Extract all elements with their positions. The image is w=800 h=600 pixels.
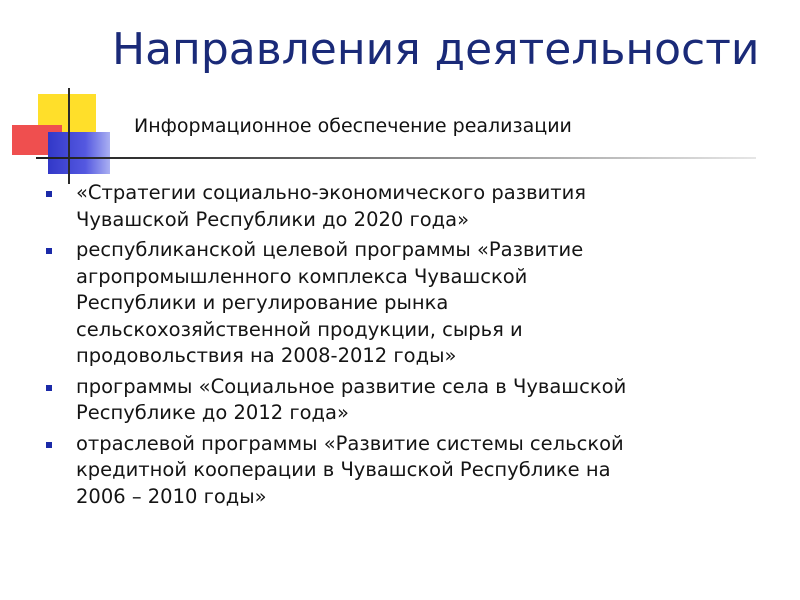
bullet-line: 2006 – 2010 годы» [76, 484, 267, 508]
bullet-item [44, 180, 764, 233]
decor-horizontal-rule [36, 157, 756, 159]
bullet-line: агропромышленного комплекса Чувашской [76, 264, 528, 288]
bullet-item [44, 374, 764, 427]
bullet-item [44, 431, 764, 511]
bullet-line: республиканской целевой программы «Развитие [76, 238, 584, 261]
bullet-line: сельскохозяйственной продукции, сырья и [76, 317, 523, 341]
slide-title: Направления деятельности [112, 24, 760, 75]
bullet-line: продовольствия на 2008-2012 годы» [76, 344, 457, 367]
bullet-line: Чувашской Республики до 2020 года» [76, 207, 470, 231]
bullet-item [44, 237, 764, 370]
decor-vertical-line [68, 88, 70, 184]
bullet-line: Республики и регулирование рынка [76, 291, 449, 314]
bullet-square-icon [46, 248, 52, 254]
bullet-line: кредитной кооперации в Чувашской Республике на [76, 458, 611, 481]
bullet-square-icon [46, 385, 52, 391]
bullet-line: отраслевой программы «Развитие системы сельской [76, 431, 624, 455]
bullet-list [44, 180, 764, 514]
bullet-square-icon [46, 442, 52, 448]
bullet-square-icon [46, 191, 52, 197]
bullet-line: Республике до 2012 года» [76, 401, 349, 424]
decor-blue-square [48, 132, 110, 174]
bullet-line: программы «Социальное развитие села в Чувашской [76, 374, 627, 398]
bullet-line: «Стратегии социально-экономического развития [76, 181, 587, 204]
slide-subtitle: Информационное обеспечение реализации [134, 115, 572, 137]
